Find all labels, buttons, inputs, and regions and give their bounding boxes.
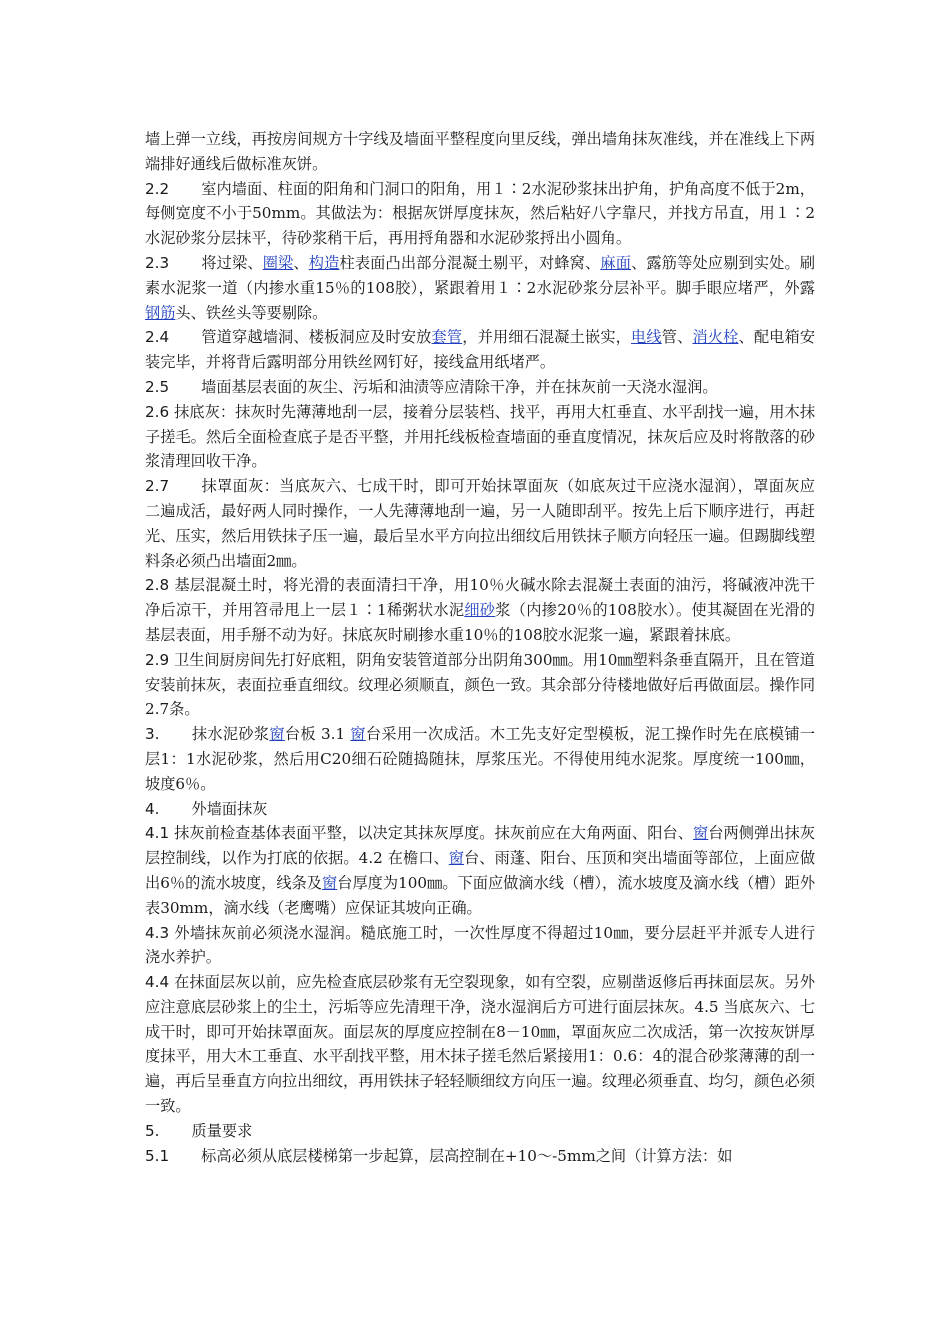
section-number: 2.4 bbox=[145, 328, 170, 347]
paragraph bbox=[145, 970, 815, 1119]
section-number: 2.7 bbox=[145, 477, 170, 496]
paragraph-text: 卫生间厨房间先打好底粗，阴角安装管道部分出阴角300㎜。用10㎜塑料条垂直隔开，且在管道安装前抹灰，表面拉垂直细纹。纹理必须顺直，颜色一致。其余部分待楼地做好后再做面层。操作同2.7条。 bbox=[145, 650, 815, 719]
paragraph bbox=[145, 127, 815, 177]
section-number: 2.2 bbox=[145, 179, 170, 198]
section-number: 4.4 bbox=[145, 973, 170, 992]
paragraph bbox=[145, 573, 815, 647]
section-number: 3. bbox=[145, 725, 160, 744]
paragraph-text: 柱表面凸出部分混凝土剔平，对蜂窝、 bbox=[339, 253, 601, 272]
paragraph-text: 、 bbox=[293, 253, 309, 272]
keyword-link[interactable]: 细砂 bbox=[464, 601, 496, 620]
keyword-link[interactable]: 麻面 bbox=[600, 253, 632, 272]
paragraph-text: 头、铁丝头等要剔除。 bbox=[175, 303, 328, 322]
section-number: 2.5 bbox=[145, 377, 170, 396]
keyword-link[interactable]: 电线 bbox=[631, 328, 662, 347]
paragraph-text: 外墙面抹灰 bbox=[191, 799, 268, 818]
section-number: 2.8 bbox=[145, 576, 170, 595]
keyword-link[interactable]: 窗 bbox=[692, 824, 709, 843]
paragraph-text: 台板 3.1 bbox=[284, 725, 351, 744]
paragraph bbox=[145, 921, 815, 971]
paragraph-text: 管、 bbox=[661, 328, 693, 347]
paragraph-text: 室内墙面、柱面的阳角和门洞口的阳角，用１∶2水泥砂浆抹出护角，护角高度不低于2m，每侧宽度不小于50mm。其做法为：根据灰饼厚度抹灰，然后粘好八字靠尺，并找方吊直，用１∶2水泥砂浆分层抹平，待砂浆稍干后，再用捋角器和水泥砂浆捋出小圆角。 bbox=[145, 179, 815, 248]
paragraph-text: 抹底灰：抹灰时先薄薄地刮一层，接着分层装档、找平，再用大杠垂直、水平刮找一遍，用木抹子搓毛。然后全面检查底子是否平整，并用托线板检查墙面的垂直度情况，抹灰后应及时将散落的砂浆清理回收干净。 bbox=[145, 402, 816, 471]
paragraph-text: 浆（内掺20％的108胶水）。使其凝固在光滑的基层表面，用手掰不动为好。抹底灰时刷掺水重10％的108胶水泥浆一遍，紧跟着抹底。 bbox=[145, 601, 815, 644]
paragraph-text: 台采用一次成活。木工先支好定型模板，泥工操作时先在底模铺一层1：1水泥砂浆，然后用C20细石砼随捣随抹，厚浆压光。不得使用纯水泥浆。厚度统一100㎜，坡度6％。 bbox=[145, 725, 816, 793]
keyword-link[interactable]: 窗 bbox=[269, 725, 285, 744]
section-number: 4. bbox=[145, 799, 160, 818]
section-number: 2.6 bbox=[145, 402, 170, 421]
paragraph bbox=[145, 177, 815, 251]
paragraph bbox=[145, 722, 815, 796]
paragraph-text: 基层混凝土时，将光滑的表面清扫干净，用10％火碱水除去混凝土表面的油污，将碱液冲洗干净后凉干，并用笤帚甩上一层１∶1稀粥状水泥 bbox=[145, 576, 816, 620]
section-number: 4.1 bbox=[145, 824, 170, 843]
keyword-link[interactable]: 构造 bbox=[308, 253, 340, 272]
keyword-link[interactable]: 窗 bbox=[448, 849, 465, 868]
keyword-link[interactable]: 窗 bbox=[322, 873, 338, 892]
paragraph-text: 抹灰前检查基体表面平整，以决定其抹灰厚度。抹灰前应在大角两面、阳台、 bbox=[174, 824, 693, 843]
paragraph-text: 抹罩面灰：当底灰六、七成干时，即可开始抹罩面灰（如底灰过干应浇水湿润），罩面灰应二遍成活，最好两人同时操作，一人先薄薄地刮一遍，另一人随即刮平。按先上后下顺序进行，再赶光、压实，然后用铁抹子压一遍，最后呈水平方向拉出细纹后用铁抹子顺方向轻压一遍。但踢脚线塑料条必须凸出墙面2㎜。 bbox=[145, 477, 815, 570]
paragraph bbox=[145, 375, 815, 400]
keyword-link[interactable]: 窗 bbox=[350, 725, 366, 744]
paragraph-text: 台厚度为100㎜。下面应做滴水线（槽），流水坡度及滴水线（槽）距外表30mm，滴水线（老鹰嘴）应保证其坡向正确。 bbox=[145, 873, 816, 917]
paragraph bbox=[145, 648, 815, 722]
paragraph-text: 、配电箱安装完毕，并将背后露明部分用铁丝网钉好，接线盒用纸堵严。 bbox=[145, 328, 816, 372]
paragraph-text: 抹水泥砂浆 bbox=[191, 725, 270, 744]
section-number: 2.9 bbox=[145, 650, 170, 669]
paragraph-text: 、露筋等处应剔到实处。刷素水泥浆一道（内掺水重15％的108胶），紧跟着用１∶2水泥砂浆分层补平。脚手眼应堵严，外露 bbox=[145, 253, 816, 297]
keyword-link[interactable]: 套管 bbox=[431, 328, 463, 347]
paragraph-text: 标高必须从底层楼梯第一步起算，层高控制在+10～-5mm之间（计算方法：如 bbox=[201, 1146, 733, 1165]
paragraph-text: 墙上弹一立线，再按房间规方十字线及墙面平整程度向里反线，弹出墙角抹灰准线，并在准线上下两端排好通线后做标准灰饼。 bbox=[145, 130, 815, 173]
paragraph-text: 将过梁、 bbox=[201, 253, 263, 272]
paragraph-text: ，并用细石混凝土嵌实， bbox=[462, 328, 632, 347]
paragraph bbox=[145, 1119, 815, 1144]
paragraph-text: 管道穿越墙洞、楼板洞应及时安放 bbox=[201, 328, 432, 347]
section-number: 5.1 bbox=[145, 1146, 170, 1165]
document-body bbox=[145, 127, 815, 1168]
section-number: 5. bbox=[145, 1121, 160, 1140]
paragraph bbox=[145, 797, 815, 822]
keyword-link[interactable]: 钢筋 bbox=[145, 303, 176, 322]
paragraph bbox=[145, 325, 815, 375]
keyword-link[interactable]: 圈梁 bbox=[262, 253, 294, 272]
paragraph-text: 台、雨蓬、阳台、压顶和突出墙面等部位，上面应做出6％的流水坡度，线条及 bbox=[145, 849, 816, 892]
paragraph bbox=[145, 474, 815, 573]
paragraph bbox=[145, 251, 815, 325]
paragraph bbox=[145, 821, 815, 920]
paragraph-text: 在抹面层灰以前，应先检查底层砂浆有无空裂现象，如有空裂，应剔凿返修后再抹面层灰。另外应注意底层砂浆上的尘土，污垢等应先清理干净，浇水湿润后方可进行面层抹灰。4.5 当底灰六、七成干时，即可开始抹罩面灰。面层灰的厚度应控制在8－10㎜，罩面灰应二次成活，第一次按灰饼厚度抹平，用大木工垂直、水平刮找平整，用木抹子搓毛然后紧接用1：0.6：4的混合砂浆薄薄的刮一遍，再后呈垂直方向拉出细纹，再用铁抹子轻轻顺细纹方向压一遍。纹理必须垂直、均匀，颜色必须一致。 bbox=[145, 973, 816, 1116]
paragraph-text: 质量要求 bbox=[191, 1121, 253, 1140]
paragraph bbox=[145, 400, 815, 474]
section-number: 2.3 bbox=[145, 253, 170, 272]
keyword-link[interactable]: 消火栓 bbox=[692, 328, 739, 347]
paragraph-text: 墙面基层表面的灰尘、污垢和油渍等应清除干净，并在抹灰前一天浇水湿润。 bbox=[201, 377, 718, 396]
section-number: 4.3 bbox=[145, 923, 170, 942]
paragraph bbox=[145, 1144, 815, 1169]
paragraph-text: 外墙抹灰前必须浇水湿润。糙底施工时，一次性厚度不得超过10㎜，要分层赶平并派专人进行浇水养护。 bbox=[145, 923, 816, 967]
paragraph-text: 台两侧弹出抹灰层控制线，以作为打底的依据。4.2 在檐口、 bbox=[145, 824, 816, 868]
